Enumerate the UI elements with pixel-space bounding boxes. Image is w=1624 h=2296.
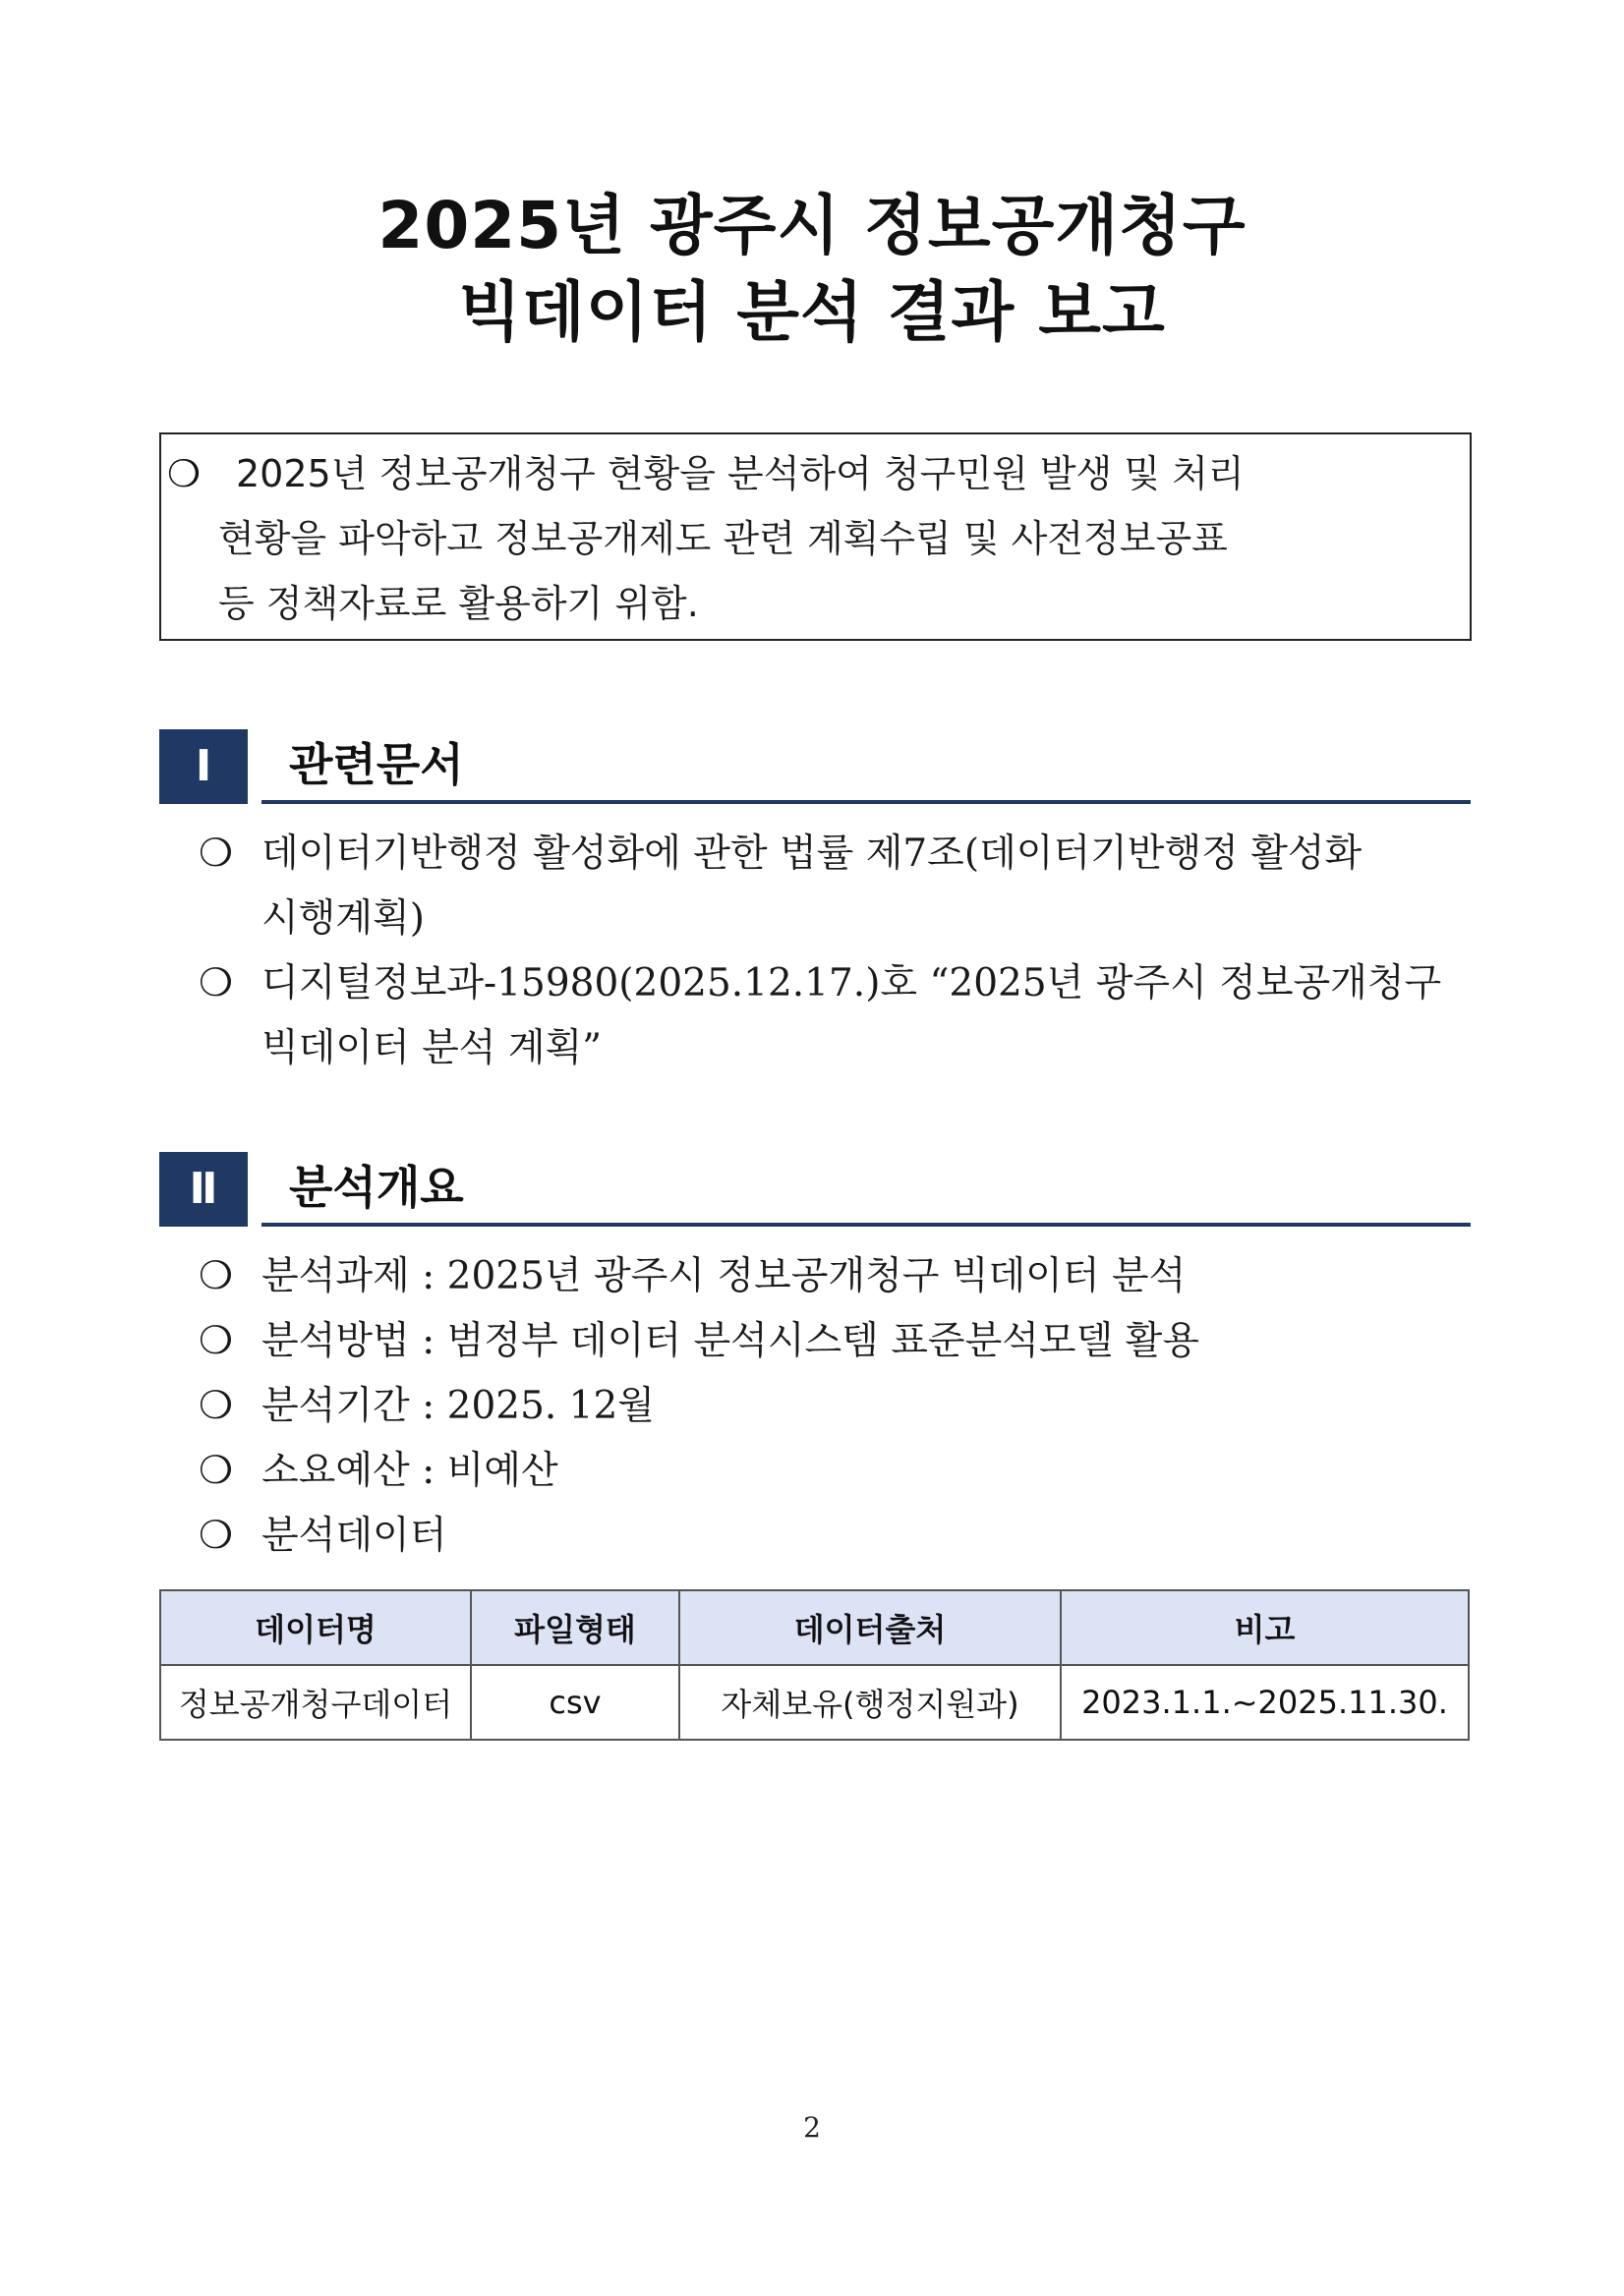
bullet-icon: ❍ — [199, 832, 233, 876]
table-cell-file-type: csv — [471, 1665, 679, 1740]
document-title-line-2: 빅데이터 분석 결과 보고 — [458, 274, 1166, 350]
table-header-row — [160, 1590, 1469, 1665]
bullet-icon: ❍ — [199, 961, 233, 1005]
section-1-number-badge: Ⅰ — [159, 729, 248, 804]
section-2-item-5-text: 분석데이터 — [261, 1514, 447, 1558]
section-2-item-1-text: 분석과제 : 2025년 광주시 정보공개청구 빅데이터 분석 — [261, 1254, 1187, 1298]
section-1-item-2-line-1: 디지털정보과-15980(2025.12.17.)호 “2025년 광주시 정보공개청구 — [261, 961, 1442, 1005]
section-2-rule — [261, 1223, 1471, 1227]
bullet-icon: ❍ — [199, 1319, 233, 1363]
document-title-line-1: 2025년 광주시 정보공개청구 — [377, 188, 1247, 263]
section-2-item-5 — [199, 1514, 446, 1559]
summary-line-3: 등 정책자료로 활용하기 위함. — [218, 582, 699, 625]
page-number: 2 — [803, 2111, 821, 2144]
section-2-item-2-text: 분석방법 : 범정부 데이터 분석시스템 표준분석모델 활용 — [261, 1319, 1200, 1363]
section-1-item-2-line-2: 빅데이터 분석 계획” — [261, 1026, 603, 1070]
analysis-data-table — [159, 1589, 1470, 1741]
section-1-item-1-line-2: 시행계획) — [261, 896, 425, 941]
section-2-item-3-text: 분석기간 : 2025. 12월 — [261, 1384, 655, 1428]
table-cell-data-name: 정보공개청구데이터 — [160, 1665, 471, 1740]
table-row — [160, 1665, 1469, 1740]
section-2-item-4-text: 소요예산 : 비예산 — [261, 1449, 558, 1493]
section-1-item-1-line-1: 데이터기반행정 활성화에 관한 법률 제7조(데이터기반행정 활성화 — [261, 832, 1363, 876]
table-header-file-type: 파일형태 — [471, 1590, 679, 1665]
bullet-icon: ❍ — [199, 1514, 233, 1558]
table-header-data-source: 데이터출처 — [679, 1590, 1061, 1665]
table-header-data-name: 데이터명 — [160, 1590, 471, 1665]
section-2-item-1 — [199, 1254, 1186, 1299]
bullet-icon: ❍ — [199, 1384, 233, 1428]
section-2-number-badge: Ⅱ — [159, 1152, 248, 1227]
table-cell-remarks: 2023.1.1.~2025.11.30. — [1061, 1665, 1469, 1740]
section-1-rule — [261, 800, 1471, 804]
section-1-heading: 관련문서 — [289, 738, 464, 791]
summary-line-2: 현황을 파악하고 정보공개제도 관련 계획수립 및 사전정보공표 — [218, 517, 1228, 560]
section-2-item-3 — [199, 1384, 655, 1429]
table-cell-data-source: 자체보유(행정지원과) — [679, 1665, 1061, 1740]
bullet-icon: ❍ — [199, 1449, 233, 1493]
summary-box — [159, 432, 1472, 641]
section-1-item-2 — [199, 961, 1441, 1006]
bullet-icon: ❍ — [199, 1254, 233, 1298]
summary-line-1: 2025년 정보공개청구 현황을 분석하여 청구민원 발생 및 처리 — [236, 452, 1245, 495]
table-header-remarks: 비고 — [1061, 1590, 1469, 1665]
summary-bullet-icon: ❍ — [167, 452, 202, 495]
section-1-item-1 — [199, 832, 1362, 877]
section-2-item-4 — [199, 1449, 558, 1494]
section-2-heading: 분석개요 — [289, 1161, 464, 1214]
section-2-item-2 — [199, 1319, 1199, 1364]
